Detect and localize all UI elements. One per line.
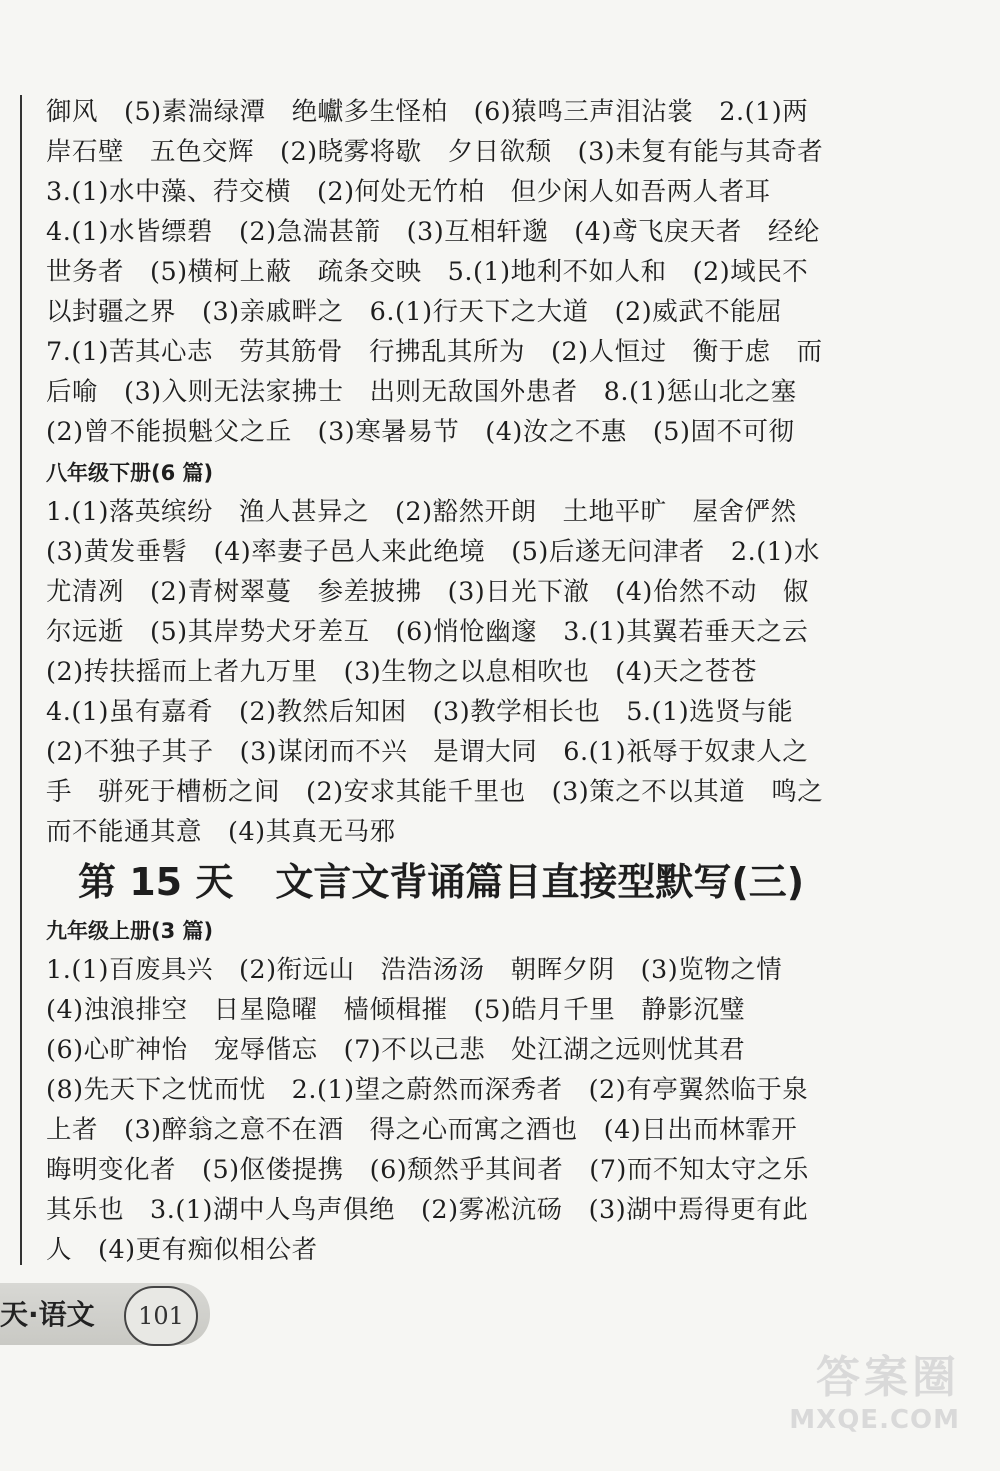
text-line: 后喻 (3)入则无法家拂士 出则无敌国外患者 8.(1)惩山北之塞 [46, 377, 797, 407]
text-line: 4.(1)虽有嘉肴 (2)教然后知困 (3)教学相长也 5.(1)选贤与能 [46, 697, 794, 727]
watermark-cn: 答案圈 [816, 1352, 960, 1403]
text-line: 7.(1)苦其心志 劳其筋骨 行拂乱其所为 (2)人恒过 衡于虑 而 [46, 337, 823, 367]
text-line: 而不能通其意 (4)其真无马邪 [46, 817, 396, 847]
answer-block-2 [46, 492, 946, 852]
section-heading-grade9-vol1: 九年级上册(3 篇) [46, 919, 214, 943]
text-line: 世务者 (5)横柯上蔽 疏条交映 5.(1)地利不如人和 (2)域民不 [46, 257, 809, 287]
text-line: (2)曾不能损魁父之丘 (3)寒暑易节 (4)汝之不惠 (5)固不可彻 [46, 417, 795, 447]
text-line: 尤清冽 (2)青树翠蔓 参差披拂 (3)日光下澈 (4)佁然不动 俶 [46, 577, 809, 607]
text-line: (2)不独子其子 (3)谋闭而不兴 是谓大同 6.(1)祇辱于奴隶人之 [46, 737, 809, 767]
text-line: 以封疆之界 (3)亲戚畔之 6.(1)行天下之大道 (2)威武不能屈 [46, 297, 783, 327]
text-line: 手 骈死于槽枥之间 (2)安求其能千里也 (3)策之不以其道 鸣之 [46, 777, 824, 807]
answer-content [46, 92, 946, 1270]
text-line: 其乐也 3.(1)湖中人鸟声俱绝 (2)雾凇沆砀 (3)湖中焉得更有此 [46, 1195, 809, 1225]
day-number: 第 15 天 [78, 860, 234, 904]
text-line: 1.(1)落英缤纷 渔人甚异之 (2)豁然开朗 土地平旷 屋舍俨然 [46, 497, 797, 527]
text-line: (6)心旷神怡 宠辱偕忘 (7)不以己悲 处江湖之远则忧其君 [46, 1035, 746, 1065]
text-line: (4)浊浪排空 日星隐曜 樯倾楫摧 (5)皓月千里 静影沉璧 [46, 995, 746, 1025]
day-topic: 文言文背诵篇目直接型默写(三) [275, 860, 805, 904]
footer-label: 天·语文 [0, 1298, 95, 1331]
text-line: 3.(1)水中藻、荇交横 (2)何处无竹柏 但少闲人如吾两人者耳 [46, 177, 771, 207]
text-line: 人 (4)更有痴似相公者 [46, 1235, 318, 1265]
text-line: (8)先天下之忧而忧 2.(1)望之蔚然而深秀者 (2)有亭翼然临于泉 [46, 1075, 809, 1105]
text-line: 1.(1)百废具兴 (2)衔远山 浩浩汤汤 朝晖夕阴 (3)览物之情 [46, 955, 783, 985]
text-line: 晦明变化者 (5)伛偻提携 (6)颓然乎其间者 (7)而不知太守之乐 [46, 1155, 809, 1185]
section-heading-grade8-vol2: 八年级下册(6 篇) [46, 461, 214, 485]
text-line: 4.(1)水皆缥碧 (2)急湍甚箭 (3)互相轩邈 (4)鸢飞戾天者 经纶 [46, 217, 820, 247]
watermark-en: MXQE.COM [789, 1405, 960, 1435]
site-watermark [730, 1341, 960, 1435]
left-margin-rule [20, 95, 22, 1265]
text-line: (3)黄发垂髫 (4)率妻子邑人来此绝境 (5)后遂无问津者 2.(1)水 [46, 537, 820, 567]
answer-block-3 [46, 950, 946, 1270]
text-line: 尔远逝 (5)其岸势犬牙差互 (6)悄怆幽邃 3.(1)其翼若垂天之云 [46, 617, 809, 647]
day-title [46, 854, 946, 910]
answer-block-1 [46, 92, 946, 452]
text-line: 御风 (5)素湍绿潭 绝巘多生怪柏 (6)猿鸣三声泪沾裳 2.(1)两 [46, 97, 809, 127]
text-line: 上者 (3)醉翁之意不在酒 得之心而寓之酒也 (4)日出而林霏开 [46, 1115, 798, 1145]
text-line: 岸石壁 五色交辉 (2)晓雾将歇 夕日欲颓 (3)未复有能与其奇者 [46, 137, 824, 167]
text-line: (2)抟扶摇而上者九万里 (3)生物之以息相吹也 (4)天之苍苍 [46, 657, 757, 687]
page-number: 101 [124, 1286, 198, 1346]
page-footer [0, 1283, 210, 1345]
